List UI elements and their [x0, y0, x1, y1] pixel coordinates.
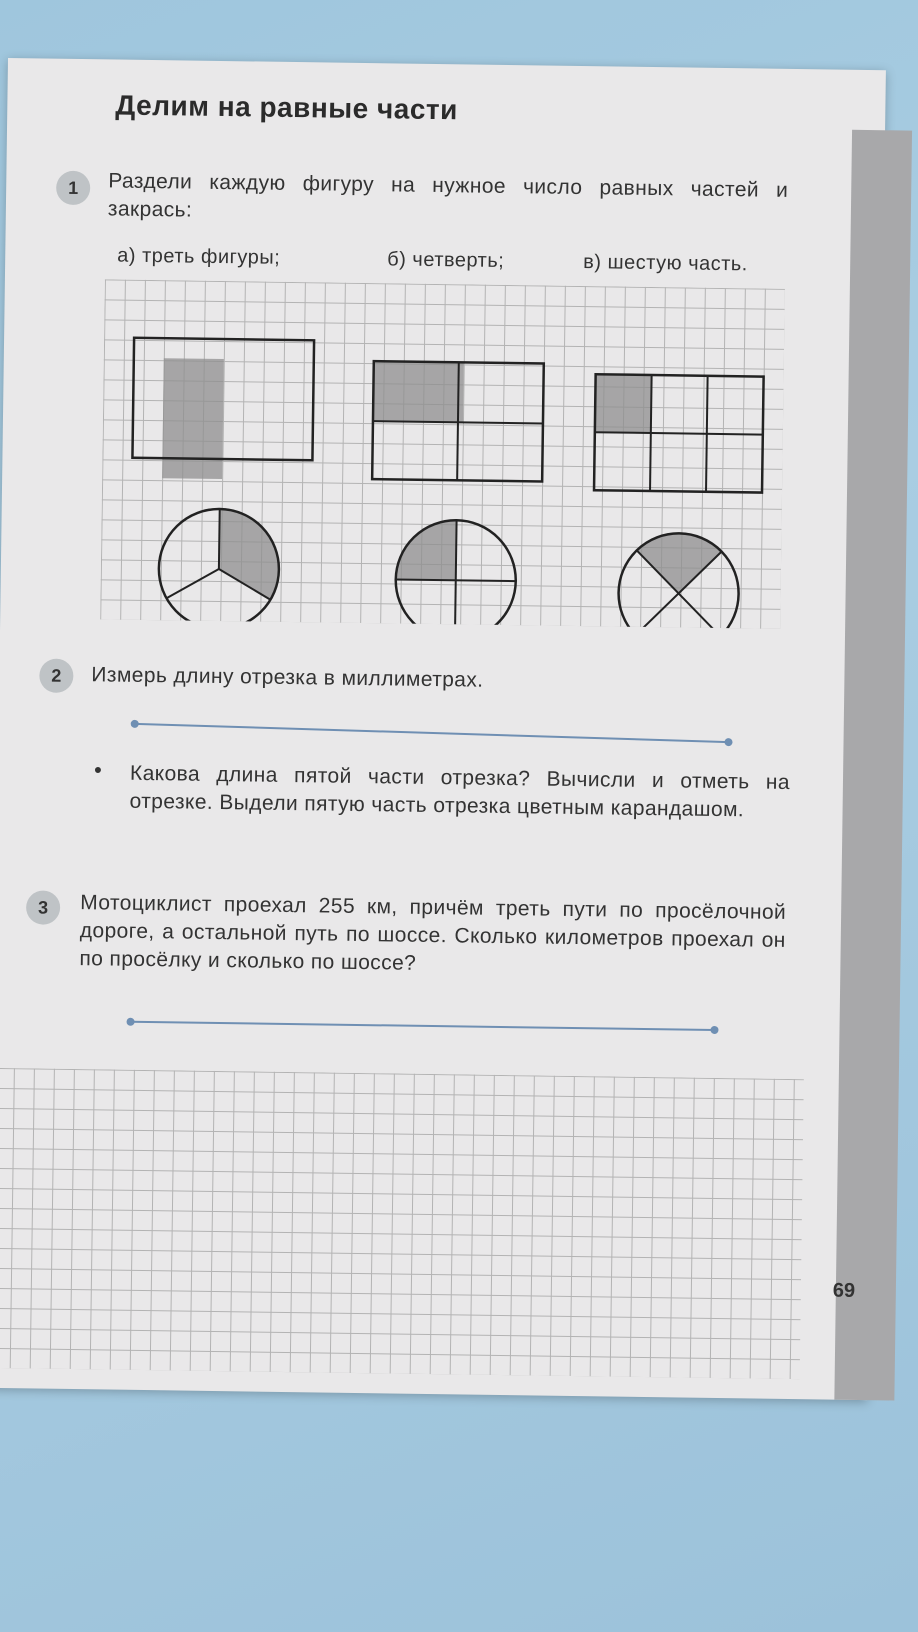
task-2-question: Какова длина пятой части отрезка? Вычисли и отметь на отрезке. Выдели пятую часть отрезка цветным карандашом.: [129, 761, 791, 822]
measure-segment: [128, 716, 748, 755]
task-3-number: 3: [26, 890, 60, 924]
task-2-number: 2: [39, 659, 73, 693]
task-1-text: Раздели каждую фигуру на нужное число равных частей и закрась:: [107, 169, 789, 222]
page-margin-strip: [834, 130, 912, 1401]
task-1-label-b: б) четверть;: [387, 248, 505, 272]
task-1-label-c: в) шестую часть.: [583, 251, 748, 276]
task-1-figures: [100, 279, 785, 628]
workbook-page: [0, 58, 886, 1400]
task-2-text: Измерь длину отрезка в миллиметрах.: [91, 663, 484, 692]
task-1-label-a: а) треть фигуры;: [117, 244, 281, 269]
answer-grid: [0, 1068, 804, 1379]
task-2-bullet: •: [93, 757, 102, 783]
rectangle-c: [594, 374, 764, 492]
task-1-number: 1: [56, 171, 90, 205]
rectangle-a: [132, 338, 314, 480]
circle-c: [618, 531, 740, 628]
page-title: Делим на равные части: [115, 89, 459, 126]
circle-b: [395, 519, 517, 628]
circle-a: [158, 508, 280, 629]
answer-segment: [124, 1010, 744, 1049]
task-3-text: Мотоциклист проехал 255 км, причём треть пути по просёлочной дороге, а остальной путь по шоссе. Сколько километров проехал он по просёлку и сколько по шоссе?: [79, 891, 787, 975]
page-number: 69: [832, 1279, 856, 1302]
rectangle-b: [372, 361, 544, 481]
